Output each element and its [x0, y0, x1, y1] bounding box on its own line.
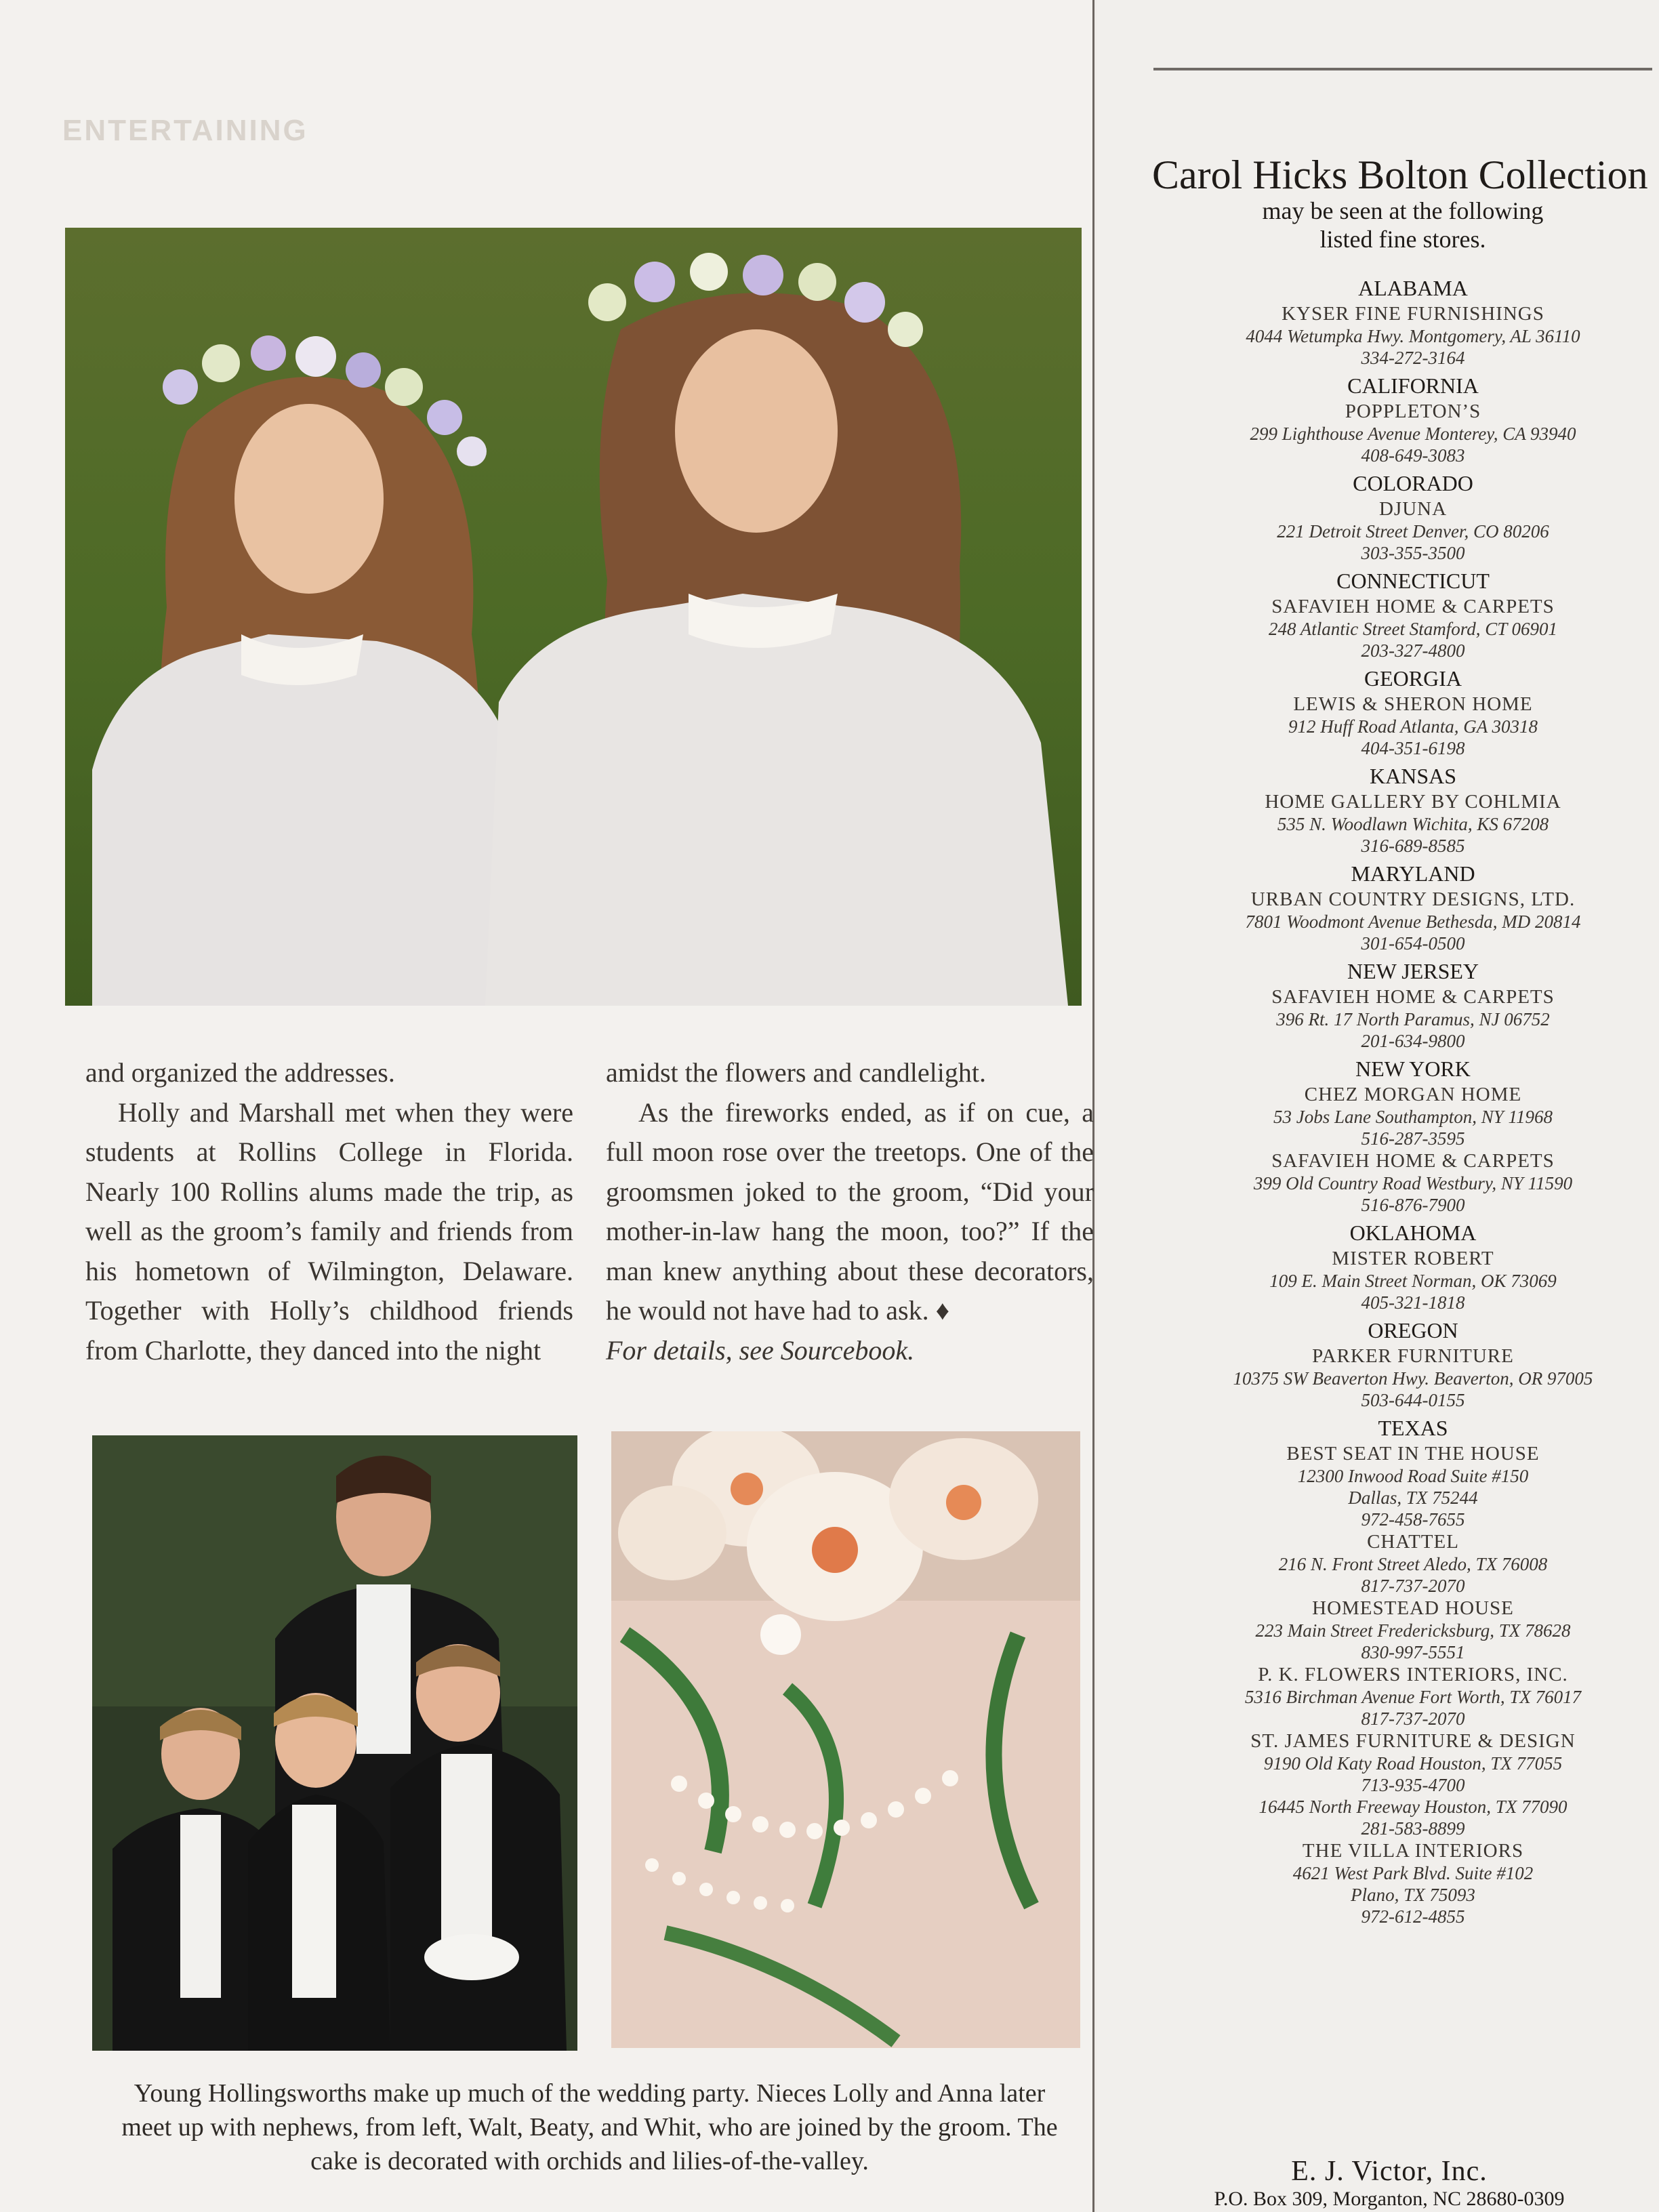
store-phone: 713-935-4700	[1361, 1775, 1465, 1795]
store-address-line-2: Dallas, TX 75244	[1348, 1488, 1478, 1508]
store-phone: 817-737-2070	[1361, 1576, 1465, 1596]
store-phone: 516-287-3595	[1361, 1128, 1465, 1149]
store-name: SAFAVIEH HOME & CARPETS	[1271, 1150, 1555, 1172]
store-name: P. K. FLOWERS INTERIORS, INC.	[1258, 1664, 1568, 1685]
store-name: HOMESTEAD HOUSE	[1312, 1597, 1514, 1619]
state-heading: NEW YORK	[1355, 1057, 1471, 1081]
store-address: 248 Atlantic Street Stamford, CT 06901	[1268, 619, 1557, 639]
state-heading: ALABAMA	[1358, 276, 1468, 300]
store-phone: 972-458-7655	[1361, 1509, 1465, 1530]
store-phone: 408-649-3083	[1361, 445, 1465, 466]
store-name: POPPLETON’S	[1345, 401, 1481, 422]
store-name: HOME GALLERY BY COHLMIA	[1265, 791, 1561, 813]
store-phone: 316-689-8585	[1361, 836, 1465, 856]
state-heading: OREGON	[1368, 1318, 1458, 1343]
state-heading: CALIFORNIA	[1347, 373, 1479, 398]
sourcebook-note: For details, see Sourcebook.	[606, 1334, 915, 1366]
article-paragraph: amidst the flowers and candlelight.	[606, 1057, 986, 1088]
store-name: URBAN COUNTRY DESIGNS, LTD.	[1250, 888, 1576, 910]
store-name: LEWIS & SHERON HOME	[1293, 693, 1533, 715]
section-label: ENTERTAINING	[62, 114, 308, 147]
store-phone: 817-737-2070	[1361, 1708, 1465, 1729]
store-address: 5316 Birchman Avenue Fort Worth, TX 76017	[1244, 1687, 1582, 1707]
state-heading: CONNECTICUT	[1336, 569, 1490, 593]
state-heading: GEORGIA	[1364, 666, 1462, 691]
store-phone: 203-327-4800	[1361, 640, 1465, 661]
store-address: 7801 Woodmont Avenue Bethesda, MD 20814	[1245, 912, 1581, 932]
store-phone: 405-321-1818	[1361, 1292, 1465, 1313]
state-heading: KANSAS	[1369, 764, 1457, 788]
store-phone: 281-583-8899	[1361, 1818, 1465, 1839]
directory-top-rule	[1153, 68, 1652, 70]
store-address: 396 Rt. 17 North Paramus, NJ 06752	[1276, 1009, 1550, 1029]
store-name: KYSER FINE FURNISHINGS	[1282, 303, 1544, 325]
store-address: 4621 West Park Blvd. Suite #102	[1292, 1863, 1534, 1883]
store-phone: 503-644-0155	[1361, 1390, 1465, 1410]
store-address: 299 Lighthouse Avenue Monterey, CA 93940	[1250, 424, 1576, 444]
state-heading: OKLAHOMA	[1349, 1221, 1477, 1245]
store-address: 912 Huff Road Atlanta, GA 30318	[1288, 716, 1538, 737]
groom-and-boys-photo	[92, 1435, 577, 2051]
photo-caption: Young Hollingsworths make up much of the wedding party. Nieces Lolly and Anna later meet up with nephews, from left, Walt, Beaty, and Whit, who are joined by the groom. The cake is decorated with orchids and lilies-of-the-valley.	[121, 2079, 1058, 2175]
store-address: 53 Jobs Lane Southampton, NY 11968	[1273, 1107, 1553, 1127]
store-phone: 301-654-0500	[1361, 933, 1465, 954]
state-heading: TEXAS	[1378, 1416, 1448, 1440]
store-phone: 404-351-6198	[1361, 738, 1465, 758]
store-phone: 334-272-3164	[1361, 348, 1465, 368]
store-address: 535 N. Woodlawn Wichita, KS 67208	[1277, 814, 1549, 834]
flower-girls-photo	[65, 228, 1082, 1006]
store-phone: 303-355-3500	[1361, 543, 1465, 563]
store-phone: 201-634-9800	[1361, 1031, 1465, 1051]
store-name: SAFAVIEH HOME & CARPETS	[1271, 986, 1555, 1008]
state-heading: COLORADO	[1353, 471, 1473, 495]
store-directory	[1172, 271, 1654, 1927]
article-paragraph: Holly and Marshall met when they were students at Rollins College in Florida. Nearly 100 Rollins alums made the trip, as well as the groom’s family and friends from his hometown of Wilmington, Delaware. Together with Holly’s childhood friends from Charlotte, they danced into the night	[85, 1097, 573, 1366]
state-heading: NEW JERSEY	[1347, 959, 1479, 983]
store-address: 221 Detroit Street Denver, CO 80206	[1277, 521, 1549, 541]
article-column-1	[85, 1053, 573, 1370]
store-phone: 516-876-7900	[1361, 1195, 1465, 1215]
wedding-cake-photo	[611, 1431, 1080, 2048]
state-heading: MARYLAND	[1351, 861, 1475, 886]
store-name: BEST SEAT IN THE HOUSE	[1286, 1443, 1540, 1465]
store-address: 109 E. Main Street Norman, OK 73069	[1269, 1271, 1557, 1291]
store-name: CHATTEL	[1367, 1531, 1459, 1553]
article-paragraph: and organized the addresses.	[85, 1057, 395, 1088]
store-address: 223 Main Street Fredericksburg, TX 78628	[1255, 1620, 1571, 1641]
store-name: CHEZ MORGAN HOME	[1304, 1084, 1522, 1105]
store-address: 216 N. Front Street Aledo, TX 76008	[1278, 1554, 1548, 1574]
directory-subtitle-line: may be seen at the following	[1262, 197, 1544, 224]
store-phone: 830-997-5551	[1361, 1642, 1465, 1662]
store-name: DJUNA	[1378, 498, 1448, 520]
store-address-line-2: Plano, TX 75093	[1351, 1885, 1475, 1905]
manufacturer-address: P.O. Box 309, Morganton, NC 28680-0309	[1214, 2188, 1565, 2210]
article-paragraph: As the fireworks ended, as if on cue, a full moon rose over the treetops. One of the groomsmen joked to the groom, “Did your mother-in-law hang the moon, too?” If the man knew anything about these decorators, he would not have had to ask. ♦	[606, 1097, 1094, 1326]
store-address: 10375 SW Beaverton Hwy. Beaverton, OR 97005	[1233, 1368, 1593, 1389]
store-name: MISTER ROBERT	[1332, 1248, 1494, 1269]
store-address: 9190 Old Katy Road Houston, TX 77055	[1263, 1753, 1563, 1774]
directory-subtitle-line: listed fine stores.	[1319, 226, 1486, 253]
manufacturer-name: E. J. Victor, Inc.	[1291, 2156, 1488, 2187]
store-address: 16445 North Freeway Houston, TX 77090	[1258, 1797, 1568, 1817]
store-name: SAFAVIEH HOME & CARPETS	[1271, 596, 1555, 617]
store-name: ST. JAMES FURNITURE & DESIGN	[1250, 1730, 1576, 1752]
store-phone: 972-612-4855	[1361, 1906, 1465, 1927]
store-address: 12300 Inwood Road Suite #150	[1297, 1466, 1529, 1486]
store-name: PARKER FURNITURE	[1312, 1345, 1514, 1367]
store-address: 399 Old Country Road Westbury, NY 11590	[1253, 1173, 1573, 1193]
store-address: 4044 Wetumpka Hwy. Montgomery, AL 36110	[1246, 326, 1580, 346]
directory-subtitle	[1152, 197, 1654, 253]
store-name: THE VILLA INTERIORS	[1302, 1840, 1524, 1862]
directory-title: Carol Hicks Bolton Collection	[1152, 152, 1648, 197]
article-column-2	[606, 1053, 1094, 1370]
